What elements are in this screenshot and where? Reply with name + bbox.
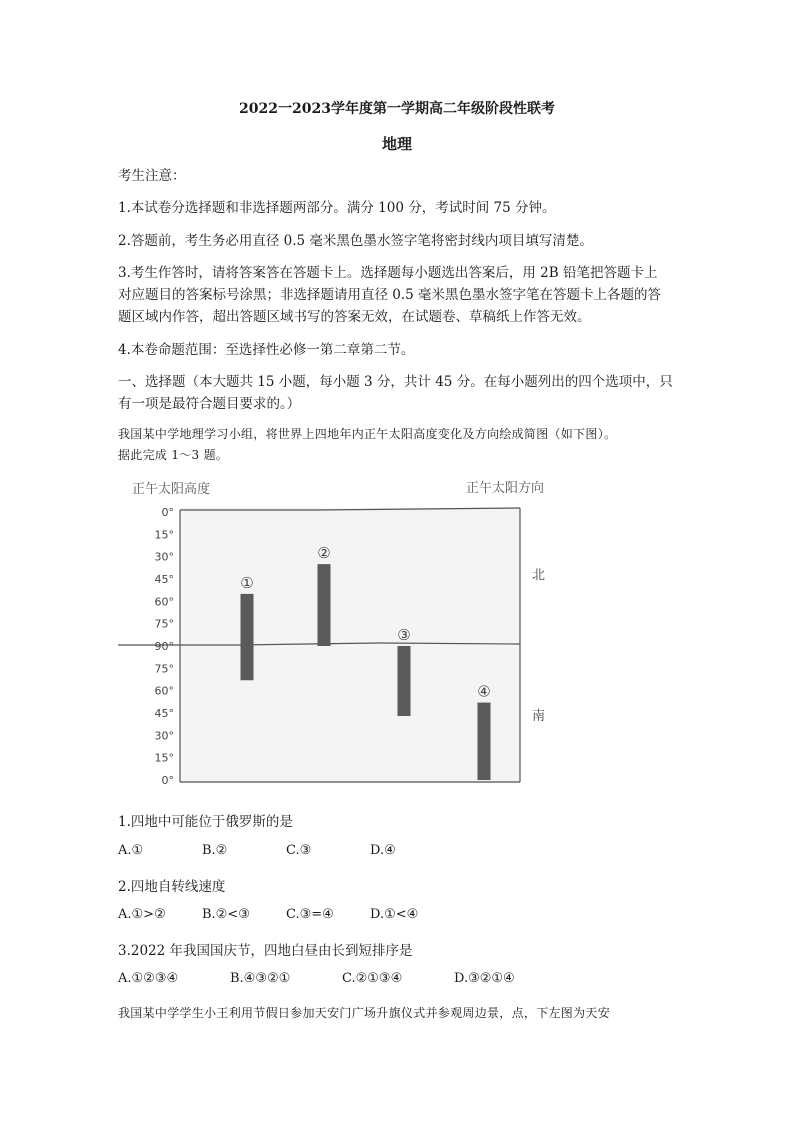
option-b[interactable]: B.②<③ [202,907,250,922]
option-d[interactable]: D.③②①④ [454,971,515,986]
exam-title: 2022一2023学年度第一学期高二年级阶段性联考 [239,101,555,117]
chart-right-title: 正午太阳方向 [466,481,545,496]
section-heading: 一、选择题（本大题共 15 小题，每小题 3 分，共计 45 分。在每小题列出的四个选项中，只 [118,374,673,390]
sun-altitude-chart [118,472,578,787]
notice-item: 题区域内作答，超出答题区域书写的答案无效，在试题卷、草稿纸上作答无效。 [118,309,591,325]
option-a[interactable]: A.① [118,843,144,858]
option-b[interactable]: B.④③②① [230,971,291,986]
option-d[interactable]: D.④ [370,843,396,858]
bar-label-3: ③ [397,626,411,644]
y-tick-label: 75° [154,662,174,676]
option-c[interactable]: C.③ [286,843,312,858]
notice-item: 3.考生作答时，请将答案答在答题卡上。选择题每小题选出答案后，用 2B 铅笔把答题卡上 [118,265,658,281]
question-3-stem: 3.2022 年我国国庆节，四地白昼由长到短排序是 [118,943,413,959]
option-d[interactable]: D.①<④ [370,907,419,922]
south-label: 南 [532,709,546,724]
option-a[interactable]: A.①②③④ [118,971,179,986]
notice-item: 对应题目的答案标号涂黑；非选择题请用直径 0.5 毫米黑色墨水签字笔在答题卡上各题的答 [118,287,662,303]
y-tick-label: 0° [161,506,174,519]
option-c[interactable]: C.②①③④ [342,971,403,986]
question-2-stem: 2.四地自转线速度 [118,879,226,895]
passage-text: 据此完成 1～3 题。 [118,448,229,462]
notice-heading: 考生注意： [118,168,186,184]
bar-label-1: ① [240,573,254,592]
y-tick-label: 0° [161,774,174,787]
y-tick-label: 30° [154,550,174,564]
bar-2 [318,564,331,646]
north-label: 北 [532,568,546,583]
y-tick-label: 75° [154,617,174,631]
passage-text: 我国某中学学生小王利用节假日参加天安门广场升旗仪式并参观周边景，点，下左图为天安 [118,1006,611,1020]
bar-label-4: ④ [477,682,491,701]
y-tick-label: 30° [154,729,174,743]
y-tick-label: 45° [154,573,174,586]
notice-item: 1.本试卷分选择题和非选择题两部分。满分 100 分，考试时间 75 分钟。 [118,200,556,216]
section-heading-cont: 有一项是最符合题目要求的。） [118,396,301,412]
y-tick-label: 90° [154,640,174,653]
y-tick-labels [155,506,175,787]
bar-4 [478,703,491,780]
y-tick-label: 45° [154,707,174,720]
notice-item: 2.答题前，考生务必用直径 0.5 毫米黑色墨水签字笔将密封线内项目填写清楚。 [118,233,593,249]
bar-label-2: ② [317,544,331,563]
option-b[interactable]: B.② [202,843,228,858]
y-tick-label: 60° [154,595,174,609]
bar-3 [398,646,411,716]
question-1-stem: 1.四地中可能位于俄罗斯的是 [118,814,293,830]
passage-text: 我国某中学地理学习小组，将世界上四地年内正午太阳高度变化及方向绘成简图（如下图）。 [118,427,617,441]
option-c[interactable]: C.③=④ [286,907,334,922]
notice-item: 4.本卷命题范围：至选择性必修一第二章第二节。 [118,342,415,358]
y-tick-label: 15° [154,751,174,765]
y-tick-label: 60° [154,684,174,698]
option-a[interactable]: A.①>② [118,907,166,922]
chart-left-title: 正午太阳高度 [132,482,211,497]
y-tick-label: 15° [154,528,174,542]
bar-1 [241,594,254,680]
subject-title: 地理 [381,135,412,153]
